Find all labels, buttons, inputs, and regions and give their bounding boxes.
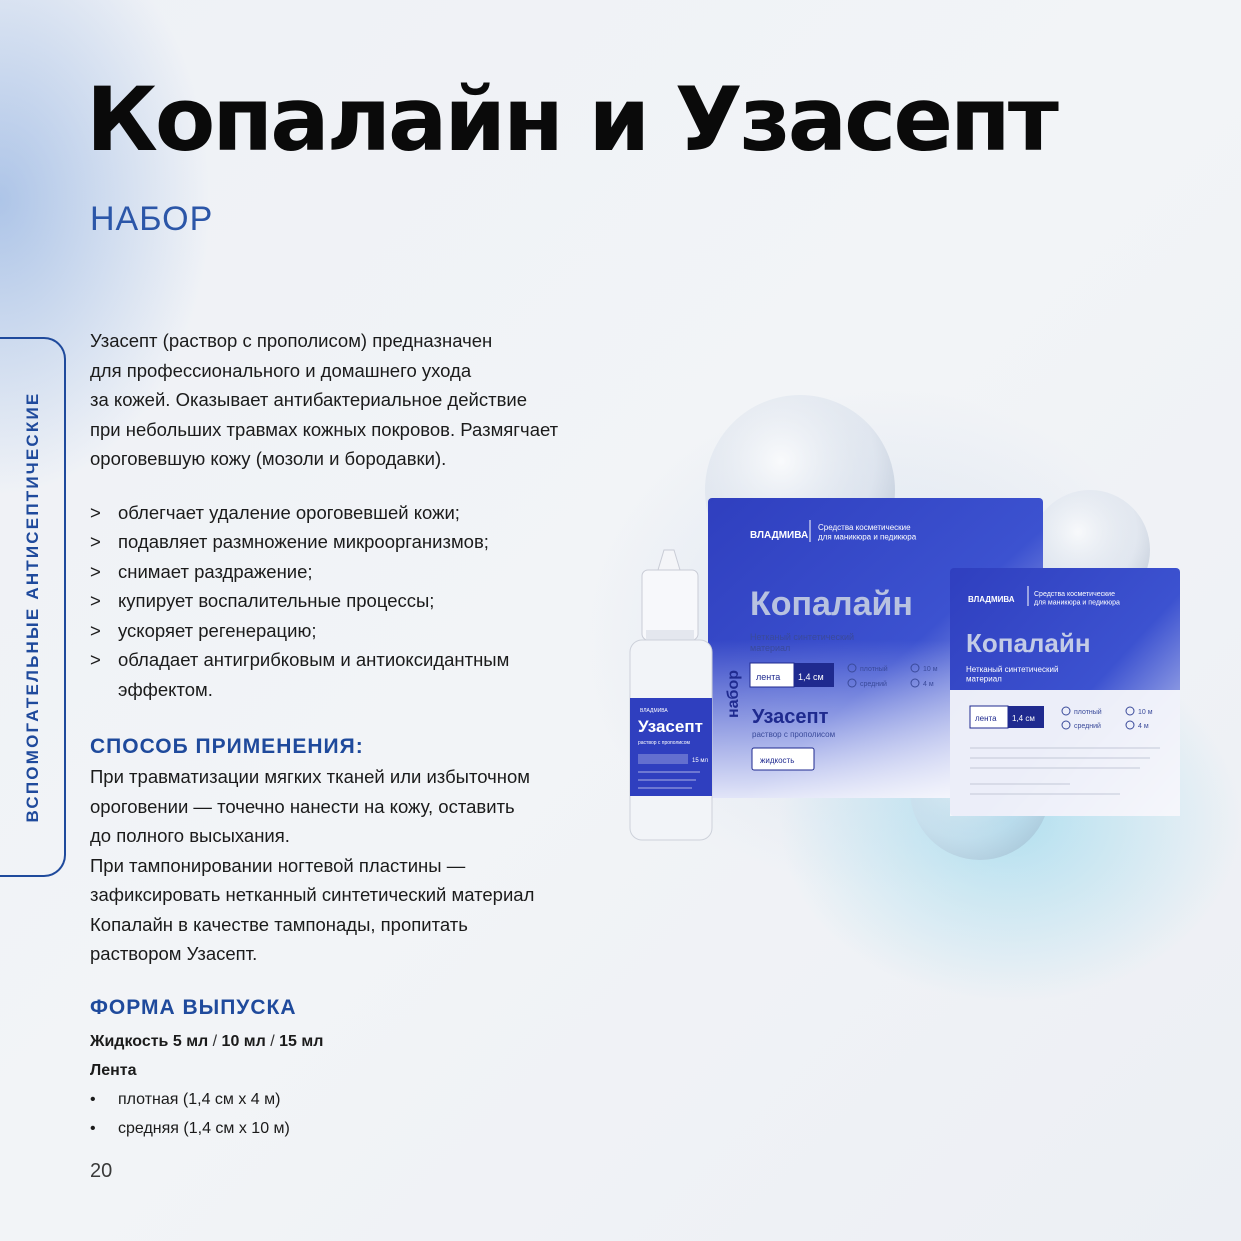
box-tape-tag: лента	[756, 672, 781, 682]
bullet-marker: >	[90, 590, 101, 611]
svg-text:плотный: плотный	[1074, 709, 1102, 716]
benefit-item: > ускоряет регенерацию;	[90, 616, 650, 646]
bottle-name: Узасепт	[638, 717, 703, 736]
benefit-item: > облегчает удаление ороговевшей кожи;	[90, 498, 650, 528]
benefit-item: > подавляет размножение микроорганизмов;	[90, 527, 650, 557]
bullet-marker: >	[90, 501, 101, 523]
dot-marker: •	[90, 1090, 96, 1108]
page-title: Копалайн и Узасепт	[86, 68, 1056, 171]
svg-text:4 м: 4 м	[923, 681, 934, 688]
usage-heading: СПОСОБ ПРИМЕНЕНИЯ:	[90, 735, 364, 758]
svg-text:ВЛАДМИВА: ВЛАДМИВА	[968, 595, 1015, 604]
box-set-word: набор	[725, 670, 742, 718]
box-product-name: Копалайн	[750, 585, 913, 623]
page-number: 20	[90, 1160, 113, 1182]
tape-item: • плотная (1,4 см х 4 м)	[90, 1085, 650, 1114]
release-heading: ФОРМА ВЫПУСКА	[90, 995, 297, 1019]
svg-text:10 м: 10 м	[923, 666, 938, 673]
benefit-item: > купирует воспалительные процессы;	[90, 586, 650, 616]
bullet-marker: >	[90, 649, 101, 670]
benefits-list	[90, 498, 650, 705]
product-image	[600, 380, 1220, 880]
dot-marker: •	[90, 1119, 96, 1137]
benefit-item: > снимает раздражение;	[90, 557, 650, 587]
svg-text:средний: средний	[860, 681, 887, 688]
benefit-item: > обладает антигрибковым и антиоксидантным эффектом.	[90, 645, 650, 704]
svg-text:ВЛАДМИВА: ВЛАДМИВА	[640, 708, 668, 714]
svg-text:раствор с прополисом: раствор с прополисом	[752, 730, 836, 739]
small-box	[950, 568, 1180, 816]
tape-item: • средняя (1,4 см х 10 м)	[90, 1114, 650, 1143]
bottle-volume: 15 мл	[692, 758, 708, 764]
liquid-volumes: Жидкость 5 мл / 10 мл / 15 мл	[90, 1032, 324, 1050]
tape-list	[90, 1085, 650, 1143]
box-tape-width: 1,4 см	[798, 672, 824, 682]
svg-text:1,4 см: 1,4 см	[1012, 714, 1035, 723]
uzasept-bottle	[630, 550, 712, 840]
description-column	[90, 326, 650, 1143]
svg-text:4 м: 4 м	[1138, 723, 1149, 730]
svg-text:раствор с прополисом: раствор с прополисом	[638, 740, 690, 746]
usage-text: При травматизации мягких тканей или избыточном ороговении — точечно нанести на кожу, оставить до полного высыхания. При тампонировании ногтевой пластины — зафиксировать нетканный синтетический материал Копалайн в качестве тампонады, пропитать раствором Узасепт.	[90, 766, 535, 964]
small-box-name: Копалайн	[966, 628, 1091, 658]
svg-text:средний: средний	[1074, 723, 1101, 730]
svg-text:Средства косметическиедля мани: Средства косметические для маникюра и педикюра	[1034, 591, 1120, 607]
box-liquid-tag: жидкость	[760, 756, 795, 765]
bullet-marker: >	[90, 560, 101, 582]
bullet-marker: >	[90, 619, 101, 641]
side-category-label: ВСПОМОГАТЕЛЬНЫЕ АНТИСЕПТИЧЕСКИЕ	[23, 391, 42, 823]
box-uzasept-name: Узасепт	[752, 706, 829, 728]
box-brand: ВЛАДМИВА	[750, 530, 809, 541]
tape-label: Лента	[90, 1061, 137, 1079]
page-subtitle: НАБОР	[90, 200, 214, 238]
box-material: Нетканый синтетический материал	[750, 632, 854, 653]
intro-paragraph: Узасепт (раствор с прополисом) предназначен для профессионального и домашнего ухода за кожей. Оказывает антибактериальное действие при небольших травмах кожных покровов. Размягчает ороговевшую кожу (мозоли и бородавки).	[90, 330, 559, 469]
svg-text:лента: лента	[975, 714, 997, 723]
svg-text:10 м: 10 м	[1138, 709, 1153, 716]
bullet-marker: >	[90, 531, 101, 552]
svg-text:Нетканый синтетическийматериал: Нетканый синтетический материал	[966, 665, 1059, 684]
box-caption: Средства косметические для маникюра и педикюра	[818, 523, 917, 542]
svg-text:плотный: плотный	[860, 666, 888, 673]
